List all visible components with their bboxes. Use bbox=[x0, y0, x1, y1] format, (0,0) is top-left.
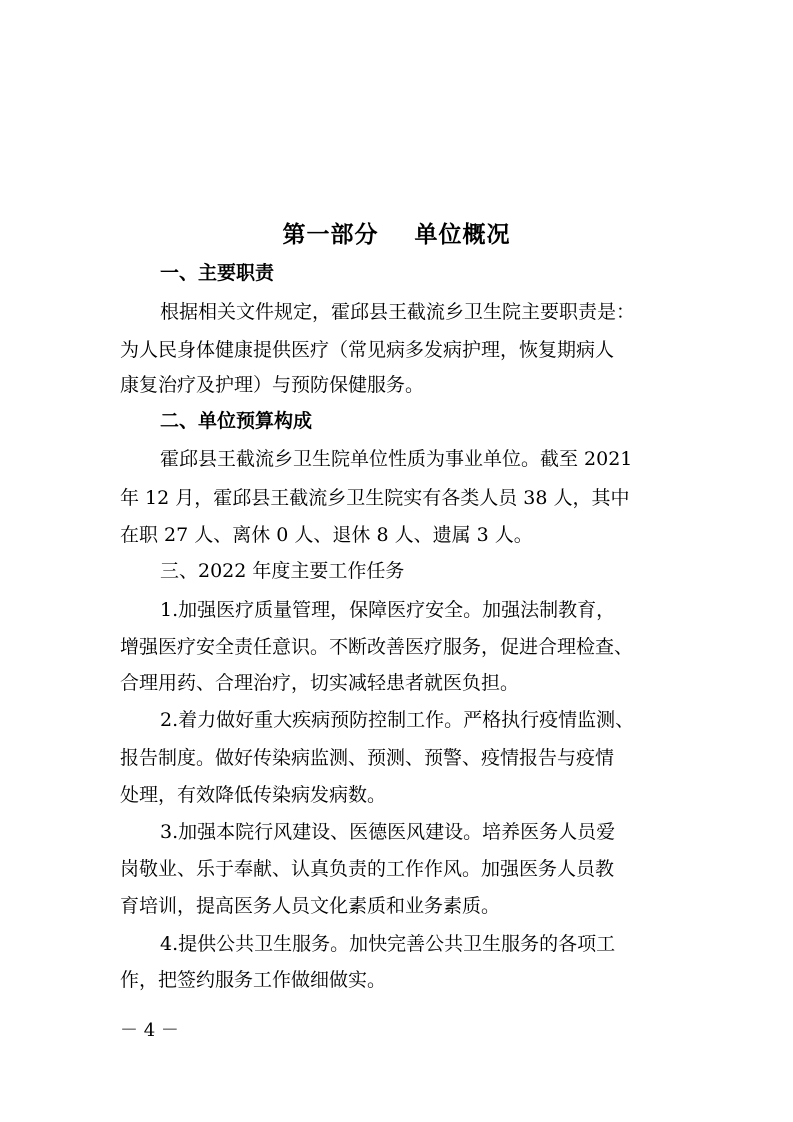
section-heading-budget-structure: 二、单位预算构成 bbox=[160, 410, 313, 432]
paragraph-line: 年 12 月，霍邱县王截流乡卫生院实有各类人员 38 人，其中 bbox=[120, 487, 630, 509]
paragraph-line: 康复治疗及护理）与预防保健服务。 bbox=[120, 374, 425, 396]
paragraph-line: 根据相关文件规定，霍邱县王截流乡卫生院主要职责是： bbox=[160, 301, 636, 323]
section-heading-work-tasks: 三、2022 年度主要工作任务 bbox=[160, 560, 405, 582]
task-line: 2.着力做好重大疾病预防控制工作。严格执行疫情监测、 bbox=[160, 709, 635, 731]
task-line: 处理，有效降低传染病发病数。 bbox=[120, 784, 387, 806]
task-line: 增强医疗安全责任意识。不断改善医疗服务，促进合理检查、 bbox=[120, 636, 634, 658]
section-heading-main-duties: 一、主要职责 bbox=[160, 262, 275, 284]
page-number: － 4 － bbox=[120, 1020, 179, 1041]
paragraph-line: 为人民身体健康提供医疗（常见病多发病护理，恢复期病人 bbox=[120, 339, 615, 361]
paragraph-line: 在职 27 人、离休 0 人、退休 8 人、遗属 3 人。 bbox=[120, 524, 533, 546]
task-line: 3.加强本院行风建设、医德医风建设。培养医务人员爱 bbox=[160, 821, 616, 843]
task-line: 育培训，提高医务人员文化素质和业务素质。 bbox=[120, 895, 501, 917]
page-title: 第一部分 单位概况 bbox=[282, 222, 511, 248]
task-line: 作，把签约服务工作做细做实。 bbox=[120, 969, 387, 991]
task-line: 4.提供公共卫生服务。加快完善公共卫生服务的各项工 bbox=[160, 933, 616, 955]
task-line: 岗敬业、乐于奉献、认真负责的工作作风。加强医务人员教 bbox=[120, 858, 615, 880]
paragraph-line: 霍邱县王截流乡卫生院单位性质为事业单位。截至 2021 bbox=[160, 448, 633, 470]
task-line: 报告制度。做好传染病监测、预测、预警、疫情报告与疫情 bbox=[120, 747, 615, 769]
task-line: 合理用药、合理治疗，切实减轻患者就医负担。 bbox=[120, 672, 520, 694]
task-line: 1.加强医疗质量管理，保障医疗安全。加强法制教育， bbox=[160, 599, 616, 621]
